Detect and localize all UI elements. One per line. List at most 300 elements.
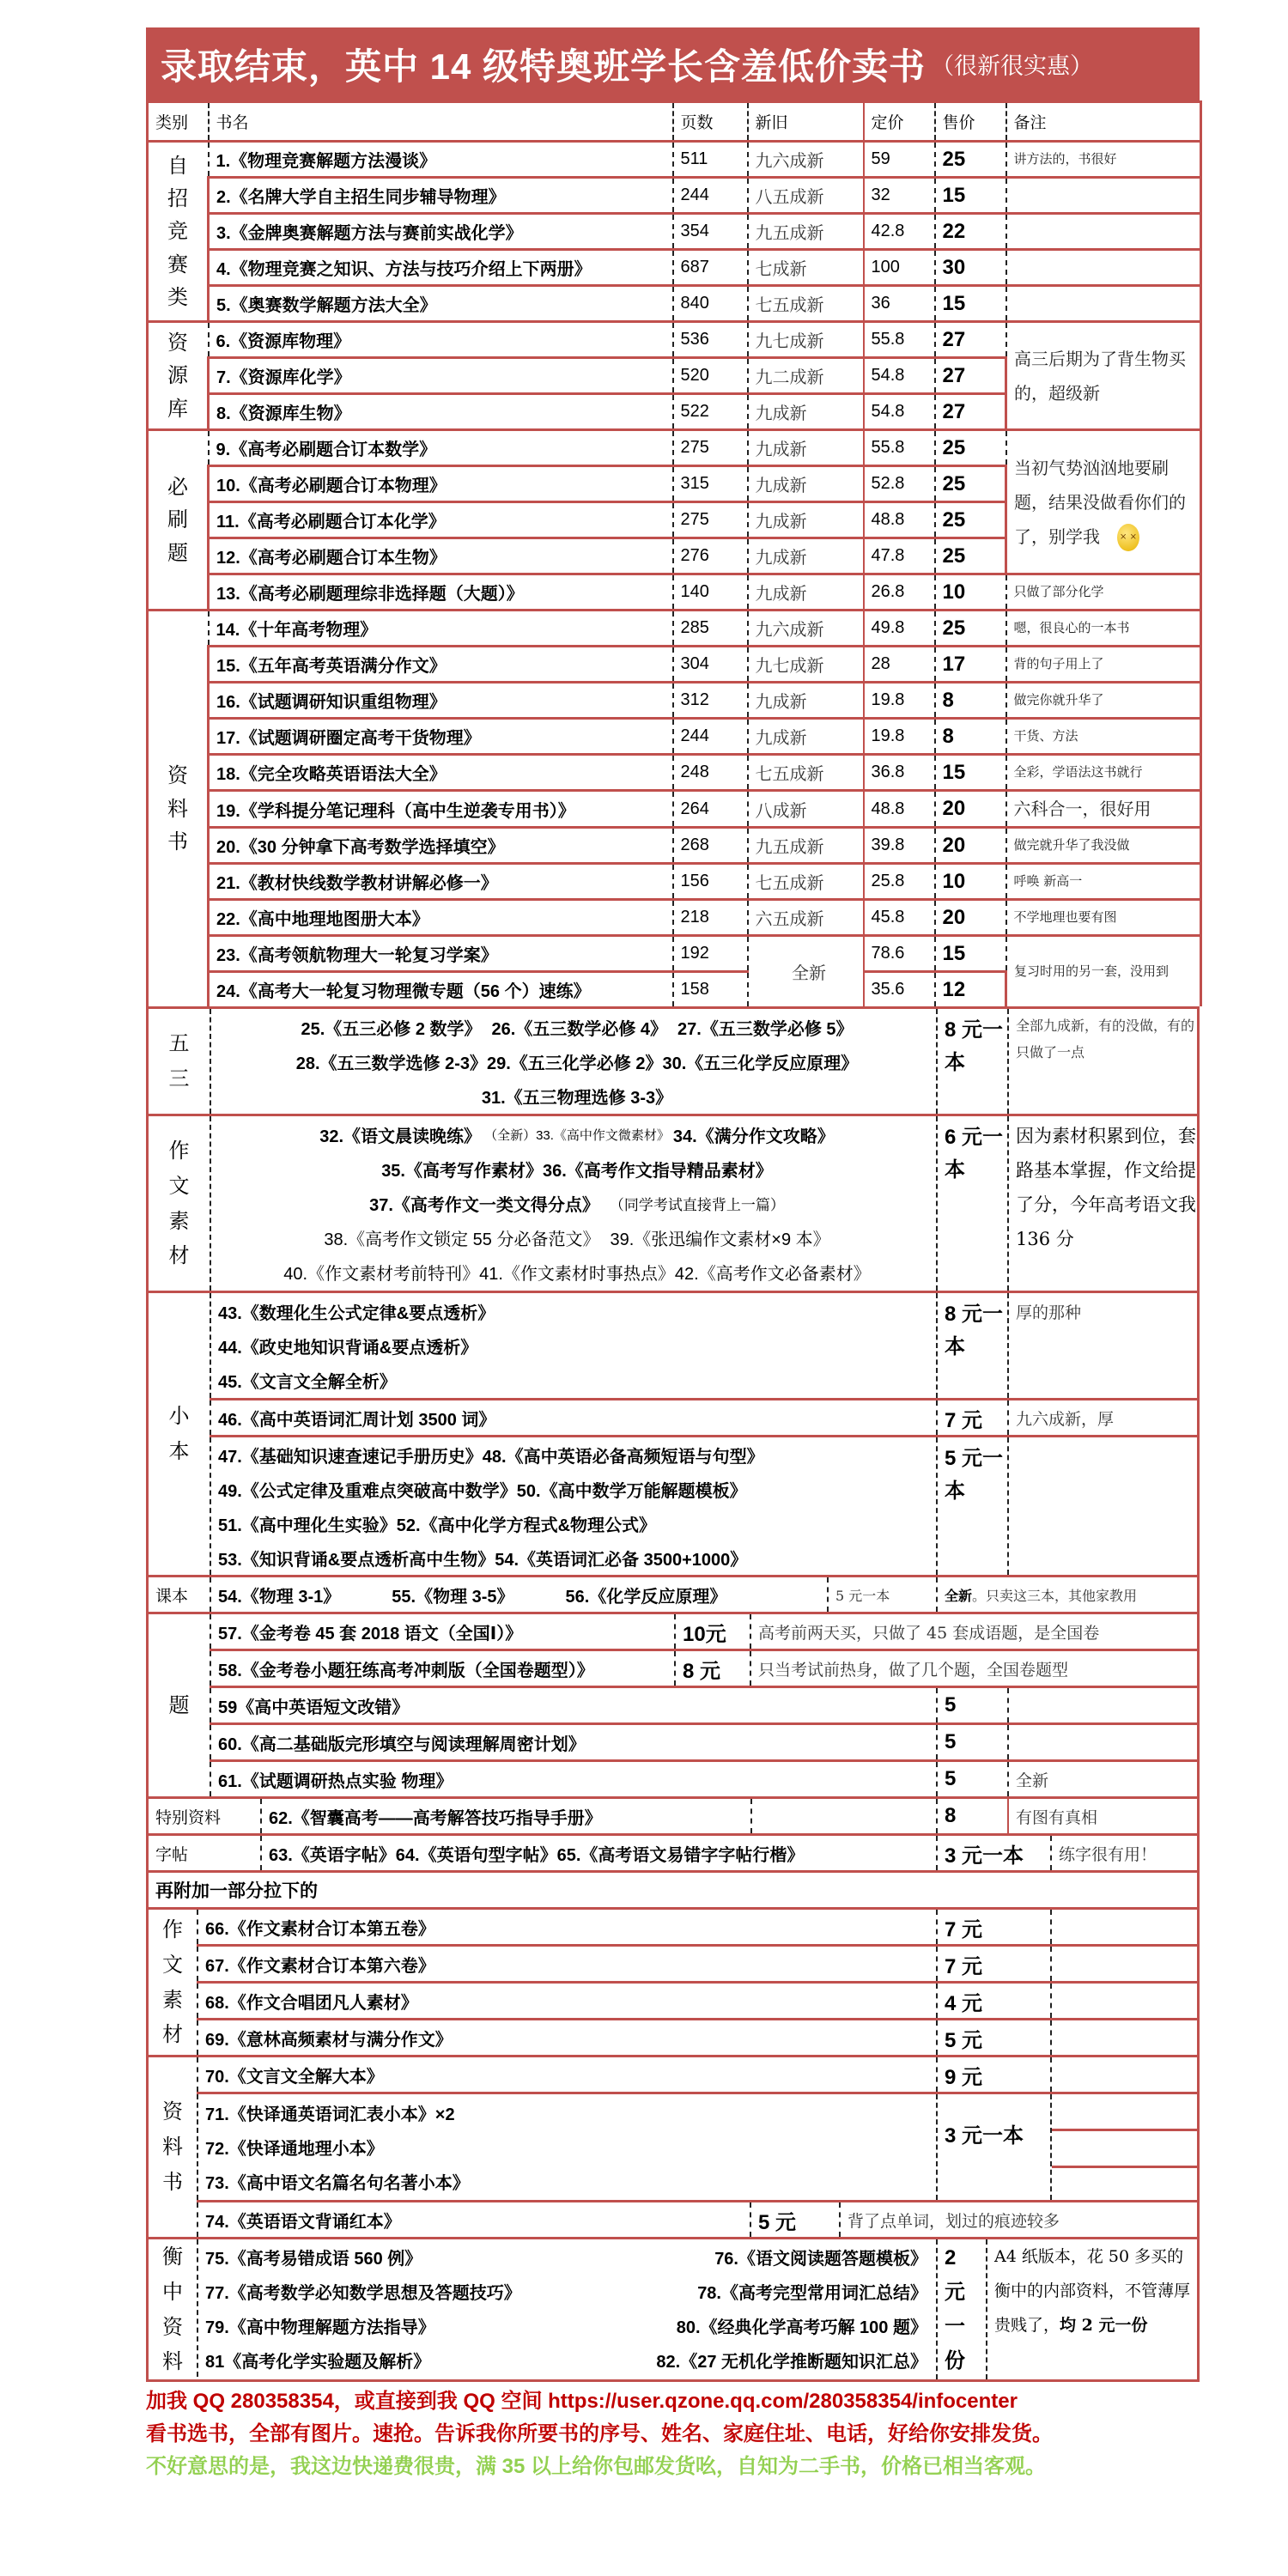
price: 7 元 (936, 1947, 1050, 1981)
table-row (210, 1649, 1197, 1686)
list-item: 37.《高考作文一类文得分点》 （同学考试直接背上一篇） (369, 1196, 785, 1215)
price: 5 (936, 1762, 1007, 1796)
remark (1006, 828, 1201, 864)
remark (1007, 1725, 1197, 1759)
list-price: 28 (864, 647, 935, 683)
book-table (146, 100, 1202, 1006)
remark: 因为素材积累到位，套路基本掌握，作文给提了分，今年高考语文我 136 分 (1007, 1116, 1197, 1291)
section-label: 课本 (155, 1586, 189, 1606)
page-count: 511 (673, 142, 748, 178)
section-label-text: 自招竞赛类 (167, 153, 188, 310)
condition: 九成新 (748, 574, 864, 611)
price: 3 元一本 (936, 2094, 1050, 2200)
page-count: 276 (673, 538, 748, 574)
list-price: 42.8 (864, 214, 935, 250)
book-name: 66.《作文素材合订本第五卷》 (197, 1910, 936, 1944)
remark: 厚的那种 (1007, 1293, 1197, 1398)
condition: 八五成新 (748, 178, 864, 214)
page-count: 354 (673, 214, 748, 250)
list-item: 79.《高中物理解题方法指导》 80.《经典化学高考巧解 100 题》 (205, 2318, 927, 2337)
price: 8 元一本 (936, 1009, 1007, 1114)
list-price: 36.8 (864, 755, 935, 791)
condition: 九二成新 (748, 358, 864, 394)
table-row (148, 611, 1201, 647)
remark (1006, 286, 1201, 322)
table-row (197, 1981, 1197, 2018)
sale-price: 15 (935, 178, 1006, 214)
remark-text: 呼唤 新高一 (1013, 873, 1083, 890)
page-count: 687 (673, 250, 748, 286)
table-row (148, 574, 1201, 611)
remark (1006, 178, 1201, 214)
condition: 九成新 (748, 430, 864, 466)
list-price: 49.8 (864, 611, 935, 647)
list-item: 47.《基础知识速查速记手册历史》48.《高中英语必备高频短语与句型》 (218, 1447, 764, 1467)
section-ziliao-extra (146, 2055, 1200, 2237)
book-name: 62.《智囊高考——高考解答技巧指导手册》 (260, 1799, 750, 1833)
remark (1006, 864, 1201, 900)
book-name: 24.《高考大一轮复习物理微专题（56 个）速练》 (209, 972, 673, 1007)
table-row (210, 1722, 1197, 1759)
list-price: 48.8 (864, 791, 935, 828)
book-name: 15.《五年高考英语满分作文》 (209, 647, 673, 683)
list-item: 77.《高考数学必知数学思想及答题技巧》 78.《高考完型常用词汇总结》 (205, 2283, 927, 2303)
list-price: 54.8 (864, 358, 935, 394)
book-name: 20.《30 分钟拿下高考数学选择填空》 (209, 828, 673, 864)
price: 5 元一本 (827, 1577, 936, 1612)
list-item: 72.《快译通地理小本》 (205, 2140, 384, 2159)
table-row (148, 178, 1201, 214)
section-label: 资料书 (161, 2099, 183, 2194)
list-item: 81《高考化学实验题及解析》 82.《27 无机化学推断题知识汇总》 (205, 2352, 927, 2372)
list-item: 73.《高中语文名篇名句名著小本》 (205, 2174, 470, 2193)
page-count: 244 (673, 178, 748, 214)
price: 5 元 (936, 2020, 1050, 2055)
list-item: 56.《化学反应原理》 (565, 1587, 727, 1607)
header-category: 类别 (148, 102, 209, 142)
list-price: 45.8 (864, 900, 935, 936)
book-name: 23.《高考领航物理大一轮复习学案》 (209, 936, 673, 972)
section-label: 题 (168, 1692, 190, 1717)
price: 5 元 (750, 2202, 839, 2237)
remark-text: 不学地理也要有图 (1013, 909, 1117, 926)
price: 6 元一本 (936, 1116, 1007, 1291)
remark (1006, 683, 1201, 719)
condition: 九五成新 (748, 828, 864, 864)
section-label-text: 资源库 (167, 330, 188, 421)
list-price: 55.8 (864, 430, 935, 466)
header-title: 书名 (209, 102, 673, 142)
header-sale-price: 售价 (935, 102, 1006, 142)
list-item: 32.《语文晨读晚练》 （全新）33.《高中作文微素材》 34.《满分作文攻略》 (319, 1127, 835, 1146)
price: 7 元 (936, 1400, 1007, 1435)
remark (1006, 574, 1201, 611)
table-row (148, 791, 1201, 828)
condition: 九六成新 (748, 142, 864, 178)
section-label-text: 资料书 (167, 763, 188, 854)
remark (1006, 250, 1201, 286)
condition: 九成新 (748, 719, 864, 755)
remark (1007, 1688, 1197, 1722)
book-name: 22.《高中地理地图册大本》 (209, 900, 673, 936)
book-name: 16.《试题调研知识重组物理》 (209, 683, 673, 719)
condition: 九六成新 (748, 611, 864, 647)
page-count: 304 (673, 647, 748, 683)
condition: 九七成新 (748, 322, 864, 358)
table-row (197, 1944, 1197, 1981)
contact-line: 加我 QQ 280358354，或直接到我 QQ 空间 https://user.qzone.qq.com/280358354/infocenter (146, 2390, 1018, 2414)
sale-price: 22 (935, 214, 1006, 250)
table-row (148, 755, 1201, 791)
book-name: 70.《文言文全解大本》 (197, 2057, 936, 2092)
list-price: 59 (864, 142, 935, 178)
book-name: 2.《名牌大学自主招生同步辅导物理》 (209, 178, 673, 214)
section-label (148, 430, 209, 611)
section-label: 小本 (168, 1404, 190, 1463)
header-list-price: 定价 (864, 102, 935, 142)
page-title: 录取结束，英中 14 级特奥班学长含羞低价卖书 (161, 46, 927, 87)
empty-cell (1050, 1984, 1197, 2018)
book-name: 19.《学科提分笔记理科（高中生逆袭专用书）》 (209, 791, 673, 828)
book-name: 18.《完全攻略英语语法大全》 (209, 755, 673, 791)
list-item: 28.《五三数学选修 2-3》29.《五三化学必修 2》30.《五三化学反应原理》 (295, 1054, 859, 1073)
sale-price: 10 (935, 864, 1006, 900)
sale-price: 8 (935, 683, 1006, 719)
remark-text: 高三后期为了背生物买的，超级新 (1014, 348, 1186, 404)
title-bar (146, 27, 1200, 100)
book-name: 6.《资源库物理》 (209, 322, 673, 358)
condition: 七五成新 (748, 286, 864, 322)
book-name: 9.《高考必刷题合订本数学》 (209, 430, 673, 466)
section-label: 作文素材 (161, 1917, 183, 2047)
table-row (210, 1614, 1197, 1649)
book-name: 67.《作文素材合订本第六卷》 (197, 1947, 936, 1981)
group-row (210, 1435, 1197, 1575)
book-name: 7.《资源库化学》 (209, 358, 673, 394)
book-list (210, 1437, 936, 1575)
price: 7 元 (936, 1910, 1050, 1944)
book-name: 11.《高考必刷题合订本化学》 (209, 502, 673, 538)
sale-price: 8 (935, 719, 1006, 755)
price: 8 元 (674, 1651, 750, 1686)
list-price: 25.8 (864, 864, 935, 900)
list-price: 54.8 (864, 394, 935, 430)
list-item: 25.《五三必修 2 数学》 26.《五三数学必修 4》 27.《五三数学必修 5》 (301, 1019, 854, 1039)
section-keben (146, 1575, 1200, 1612)
list-item: 71.《快译通英语词汇表小本》×2 (205, 2105, 455, 2124)
list-price: 32 (864, 178, 935, 214)
page-count: 158 (673, 972, 748, 1007)
list-item: 51.《高中理化生实验》52.《高中化学方程式&物理公式》 (218, 1516, 657, 1535)
remark: 有图有真相 (1007, 1799, 1197, 1833)
table-row (148, 647, 1201, 683)
table-row (197, 2200, 1197, 2237)
section-label: 作文素材 (168, 1138, 190, 1268)
list-item: 46.《高中英语词汇周计划 3500 词》 (218, 1410, 496, 1430)
section-ti (146, 1612, 1200, 1796)
condition: 九成新 (748, 502, 864, 538)
book-name: 5.《奥赛数学解题方法大全》 (209, 286, 673, 322)
condition: 九成新 (748, 466, 864, 502)
list-price: 19.8 (864, 719, 935, 755)
table-row (210, 1686, 1197, 1722)
remark: 高考前两天买，只做了 45 套成语题，是全国卷 (750, 1614, 1197, 1649)
remark-text: 干货、方法 (1013, 728, 1078, 744)
price: 5 元一本 (936, 1437, 1007, 1575)
condition: 九成新 (748, 394, 864, 430)
condition: 全新 (748, 936, 864, 1007)
remark (1006, 755, 1201, 791)
section-zitie (146, 1833, 1200, 1870)
page-count: 244 (673, 719, 748, 755)
section-tebie (146, 1796, 1200, 1833)
remark-text: 只做了部分化学 (1013, 584, 1104, 600)
table-row (197, 1910, 1197, 1944)
list-price: 100 (864, 250, 935, 286)
list-price: 48.8 (864, 502, 935, 538)
page-count: 275 (673, 502, 748, 538)
remark (1007, 1437, 1197, 1575)
remark: 全新 (1007, 1762, 1197, 1796)
sale-price: 12 (935, 972, 1006, 1007)
remark (1006, 719, 1201, 755)
condition: 七成新 (748, 250, 864, 286)
price: 9 元 (936, 2057, 1050, 2092)
empty-cell (1050, 1910, 1197, 1944)
section-zuowen-extra (146, 1907, 1200, 2055)
list-price: 36 (864, 286, 935, 322)
remark: 全新 。只卖这三本，其他家教用 (936, 1577, 1197, 1612)
condition: 九成新 (748, 538, 864, 574)
sale-price: 25 (935, 502, 1006, 538)
list-item: 49.《公式定律及重难点突破高中数学》50.《高中数学万能解题模板》 (218, 1481, 747, 1501)
header-remark: 备注 (1006, 102, 1201, 142)
table-row (148, 322, 1201, 358)
remark-text: 六科合一，很好用 (1013, 799, 1151, 819)
page-count: 268 (673, 828, 748, 864)
book-list (197, 2094, 936, 2200)
book-name: 59《高中英语短文改错》 (210, 1688, 936, 1722)
sale-price: 20 (935, 900, 1006, 936)
page-count: 248 (673, 755, 748, 791)
sale-price: 27 (935, 394, 1006, 430)
book-name: 1.《物理竞赛解题方法漫谈》 (209, 142, 673, 178)
header-condition: 新旧 (748, 102, 864, 142)
sale-price: 25 (935, 538, 1006, 574)
page-count: 218 (673, 900, 748, 936)
page-count: 840 (673, 286, 748, 322)
remark-text: 讲方法的，书很好 (1013, 151, 1117, 167)
table-row (148, 864, 1201, 900)
sale-price: 25 (935, 142, 1006, 178)
table-row (148, 900, 1201, 936)
book-list (210, 1009, 936, 1114)
book-name: 63.《英语字帖》64.《英语句型字帖》65.《高考语文易错字字帖行楷》 (260, 1836, 936, 1870)
condition: 七五成新 (748, 864, 864, 900)
book-name: 69.《意林高频素材与满分作文》 (197, 2020, 936, 2055)
remark: 九六成新，厚 (1007, 1400, 1197, 1435)
page-count: 520 (673, 358, 748, 394)
page-count: 315 (673, 466, 748, 502)
empty-cell (1050, 2020, 1197, 2055)
section-label: 字帖 (155, 1844, 189, 1864)
remark (1006, 214, 1201, 250)
section-label: 衡中资料 (161, 2245, 183, 2374)
condition: 七五成新 (748, 755, 864, 791)
section-wusan (146, 1006, 1200, 1114)
book-list (210, 1577, 827, 1612)
remark-text: 做完你就升华了 (1013, 692, 1104, 708)
list-item: 40.《作文素材考前特刊》41.《作文素材时事热点》42.《高考作文必备素材》 (283, 1265, 871, 1284)
remark (1006, 900, 1201, 936)
table-row (148, 250, 1201, 286)
book-name: 58.《金考卷小题狂练高考冲刺版（全国卷题型）》 (210, 1651, 674, 1686)
book-name: 8.《资源库生物》 (209, 394, 673, 430)
price: 3 元一本 (936, 1836, 1050, 1870)
remark (1006, 142, 1201, 178)
header-pages: 页数 (673, 102, 748, 142)
remark-text: 全彩，学语法这书就行 (1013, 764, 1143, 781)
price: 5 (936, 1688, 1007, 1722)
price: 8 元一本 (936, 1293, 1007, 1398)
book-sale-sheet (146, 27, 1200, 2483)
list-price: 47.8 (864, 538, 935, 574)
condition: 九七成新 (748, 647, 864, 683)
page-count: 192 (673, 936, 748, 972)
condition: 九五成新 (748, 214, 864, 250)
list-item: 54.《物理 3-1》 (218, 1587, 341, 1607)
list-item: 35.《高考写作素材》36.《高考作文指导精品素材》 (381, 1162, 773, 1181)
sale-price: 15 (935, 936, 1006, 972)
page-count: 285 (673, 611, 748, 647)
price: 8 (936, 1799, 1007, 1833)
book-name: 17.《试题调研圈定高考干货物理》 (209, 719, 673, 755)
remark (1006, 936, 1201, 1007)
table-row (148, 719, 1201, 755)
list-item: 38.《高考作文锁定 55 分必备范文》 39.《张迅编作文素材×9 本》 (324, 1230, 830, 1249)
remark (1006, 611, 1201, 647)
sale-price: 25 (935, 466, 1006, 502)
list-price: 55.8 (864, 322, 935, 358)
sale-price: 25 (935, 611, 1006, 647)
shipping-note: 不好意思的是，我这边快递费很贵，满 35 以上给你包邮发货吆，自知为二手书，价格已相当客观。 (146, 2455, 1047, 2479)
sale-price: 10 (935, 574, 1006, 611)
list-price: 35.6 (864, 972, 935, 1007)
list-item: 43.《数理化生公式定律&要点透析》 (218, 1303, 495, 1323)
condition: 八成新 (748, 791, 864, 828)
book-list (210, 1293, 936, 1398)
title-suffix: （很新很实惠） (931, 53, 1094, 80)
dizzy-face-icon: × × (1117, 524, 1139, 551)
empty-cell (1050, 2057, 1197, 2092)
remark: 背了点单词，划过的痕迹较多 (839, 2202, 1197, 2237)
remark: 只当考试前热身，做了几个题，全国卷题型 (750, 1651, 1197, 1686)
book-name: 14.《十年高考物理》 (209, 611, 673, 647)
list-item: 44.《政史地知识背诵&要点透析》 (218, 1338, 478, 1358)
page-count: 536 (673, 322, 748, 358)
sale-price: 20 (935, 791, 1006, 828)
section-hengzhong (146, 2237, 1200, 2382)
table-header-row (148, 102, 1201, 142)
group-row (210, 1398, 1197, 1435)
list-item: 45.《文言文全解全析》 (218, 1372, 397, 1392)
book-list (210, 1116, 936, 1291)
footer (146, 2385, 1200, 2483)
book-name: 10.《高考必刷题合订本物理》 (209, 466, 673, 502)
section-zuowen (146, 1114, 1200, 1291)
sale-price: 15 (935, 286, 1006, 322)
sale-price: 30 (935, 250, 1006, 286)
empty-cell (1050, 1947, 1197, 1981)
price: 4 元 (936, 1984, 1050, 2018)
book-name: 68.《作文合唱团凡人素材》 (197, 1984, 936, 2018)
book-name: 12.《高考必刷题合订本生物》 (209, 538, 673, 574)
remark-text: 当初气势汹汹地要刷题，结果没做看你们的了，别学我 (1014, 457, 1186, 547)
section-label: 特别资料 (155, 1807, 222, 1827)
table-row (148, 286, 1201, 322)
sale-price: 20 (935, 828, 1006, 864)
sale-price: 27 (935, 322, 1006, 358)
table-row (197, 2018, 1197, 2055)
book-name: 61.《试题调研热点实验 物理》 (210, 1762, 936, 1796)
remark (1006, 430, 1201, 574)
table-row (148, 142, 1201, 178)
list-item: 53.《知识背诵&要点透析高中生物》54.《英语词汇必备 3500+1000》 (218, 1550, 748, 1570)
list-item: 31.《五三物理选修 3-3》 (481, 1088, 673, 1108)
table-row (148, 430, 1201, 466)
list-price: 52.8 (864, 466, 935, 502)
empty-cell (750, 1799, 936, 1833)
remark (1006, 322, 1201, 430)
page-count: 522 (673, 394, 748, 430)
remark-text: 嗯，很良心的一本书 (1013, 620, 1130, 636)
page-count: 156 (673, 864, 748, 900)
table-row (197, 2092, 1197, 2200)
table-row (148, 828, 1201, 864)
table-row (148, 936, 1201, 972)
list-price: 78.6 (864, 936, 935, 972)
price: 2 元 一 份 (936, 2239, 986, 2379)
section-label (148, 142, 209, 322)
condition: 六五成新 (748, 900, 864, 936)
book-name: 3.《金牌奥赛解题方法与赛前实战化学》 (209, 214, 673, 250)
book-name: 57.《金考卷 45 套 2018 语文（全国Ⅰ）》 (210, 1614, 674, 1649)
list-item: 55.《物理 3-5》 (392, 1587, 514, 1607)
book-list (197, 2239, 936, 2377)
section-label (148, 611, 209, 1007)
book-name: 4.《物理竞赛之知识、方法与技巧介绍上下两册》 (209, 250, 673, 286)
section-xiaoben (146, 1291, 1200, 1575)
table-row (210, 1759, 1197, 1796)
remark: 练字很有用！ (1050, 1836, 1197, 1870)
remark-text: 复习时用的另一套，没用到 (1014, 963, 1170, 980)
remark: A4 纸版本，花 50 多买的衡中的内部资料，不管薄厚贵贱了，均 2 元一份 (986, 2239, 1196, 2379)
section-label (148, 322, 209, 430)
table-row (148, 214, 1201, 250)
remark-text: 做完就升华了我没做 (1013, 837, 1130, 854)
section-label: 五三 (168, 1031, 190, 1091)
remark (1006, 647, 1201, 683)
sale-price: 25 (935, 430, 1006, 466)
page-count: 312 (673, 683, 748, 719)
sale-price: 27 (935, 358, 1006, 394)
condition: 九成新 (748, 683, 864, 719)
price: 10元 (674, 1614, 750, 1649)
price: 5 (936, 1725, 1007, 1759)
list-price: 39.8 (864, 828, 935, 864)
book-name: 13.《高考必刷题理综非选择题（大题）》 (209, 574, 673, 611)
list-item: 75.《高考易错成语 560 例》 76.《语文阅读题答题模板》 (205, 2249, 927, 2269)
